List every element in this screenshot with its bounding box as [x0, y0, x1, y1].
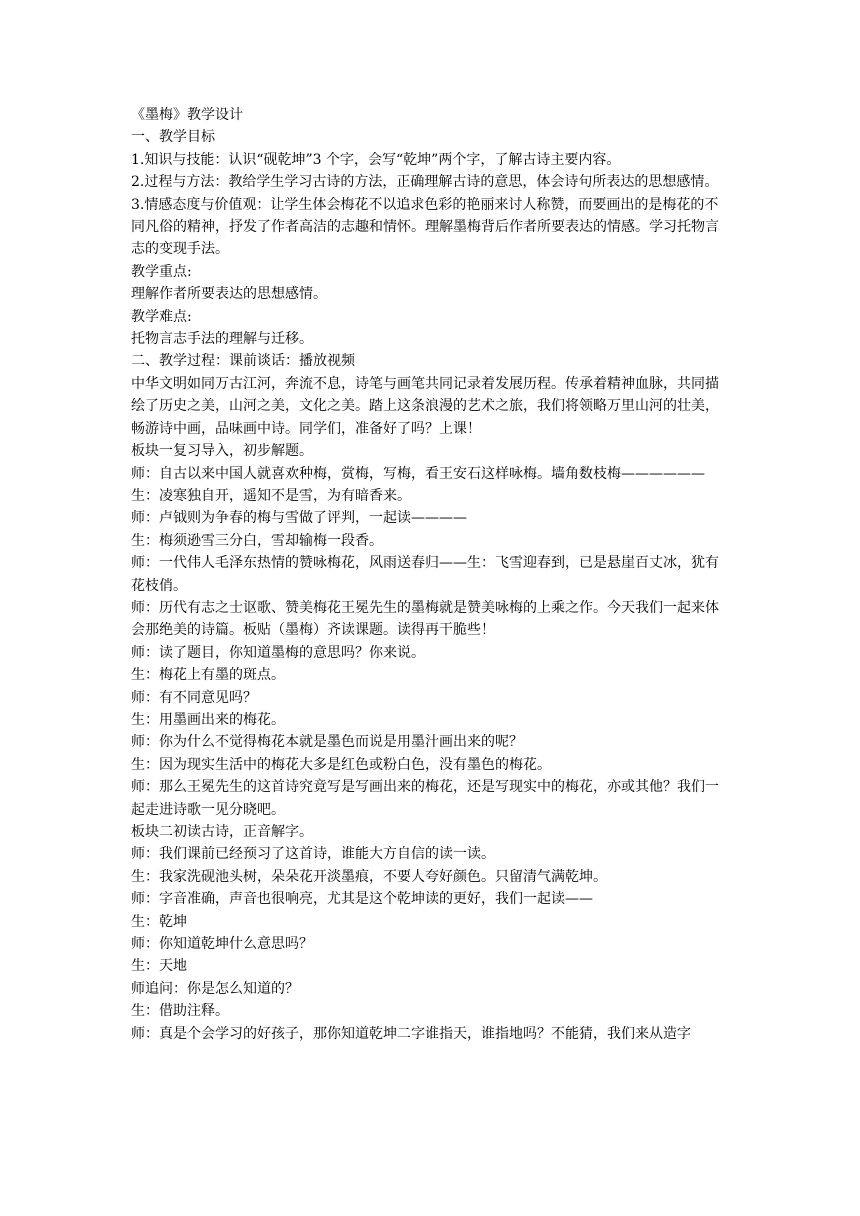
paragraph: 师：字音准确，声音也很响亮，尤其是这个乾坤读的更好，我们一起读—— — [131, 891, 593, 908]
document-title: 《墨梅》教学设计 — [131, 107, 243, 123]
paragraph: 教学难点: — [131, 308, 192, 325]
paragraph: 师：一代伟人毛泽东热情的赞咏梅花，风雨送春归——生：飞雪迎春到，已是悬崖百丈冰，犹有花枝俏。 — [131, 555, 719, 594]
paragraph: 师追问：你是怎么知道的？ — [131, 980, 299, 997]
paragraph: 板块二初读古诗，正音解字。 — [131, 824, 313, 840]
document-body — [131, 104, 731, 1045]
paragraph: 师：历代有志之士讴歌、赞美梅花王冕先生的墨梅就是赞美咏梅的上乘之作。今天我们一起来体会那绝美的诗篇。板贴（墨梅）齐读课题。读得再干脆些！ — [131, 599, 719, 639]
paragraph: 中华文明如同万古江河，奔流不息，诗笔与画笔共同记录着发展历程。传承着精神血脉，共同描绘了历史之美，山河之美，文化之美。踏上这条浪漫的艺术之旅，我们将领略万里山河的壮美，畅游诗中画，品味画中诗。同学们，准备好了吗？上课！ — [131, 375, 719, 437]
paragraph: 生：借助注释。 — [131, 1003, 229, 1020]
paragraph: 教学重点: — [131, 263, 192, 280]
paragraph: 1.知识与技能：认识“砚乾坤”3 个字，会写“乾坤”两个字，了解古诗主要内容。 — [131, 151, 621, 168]
paragraph: 师：那么王冕先生的这首诗究竟写是写画出来的梅花，还是写现实中的梅花，亦或其他？我们一起走进诗歌一见分晓吧。 — [131, 779, 719, 818]
paragraph: 师：你知道乾坤什么意思吗？ — [131, 936, 313, 953]
paragraph: 师：真是个会学习的好孩子，那你知道乾坤二字谁指天，谁指地吗？不能猜，我们来从造字 — [131, 1025, 691, 1042]
paragraph: 生：梅须逊雪三分白，雪却输梅一段香。 — [131, 532, 383, 549]
paragraph: 师：有不同意见吗？ — [131, 689, 257, 706]
paragraph: 生：我家洗砚池头树，朵朵花开淡墨痕，不要人夸好颜色。只留清气满乾坤。 — [131, 868, 607, 885]
paragraph: 生：天地 — [131, 958, 187, 975]
paragraph: 生：乾坤 — [131, 913, 187, 930]
paragraph: 生：因为现实生活中的梅花大多是红色或粉白色，没有墨色的梅花。 — [131, 756, 551, 773]
paragraph: 生：凌寒独自开，遥知不是雪，为有暗香来。 — [131, 487, 411, 504]
paragraph: 板块一复习导入，初步解题。 — [131, 443, 313, 460]
paragraph: 托物言志手法的理解与迁移。 — [131, 331, 313, 348]
paragraph: 师：自古以来中国人就喜欢种梅，赏梅，写梅，看王安石这样咏梅。墙角数枝梅—————— — [131, 465, 705, 482]
paragraph: 2.过程与方法：教给学生学习古诗的方法，正确理解古诗的意思，体会诗句所表达的思想感情。 — [131, 174, 719, 191]
paragraph: 师：读了题目，你知道墨梅的意思吗？你来说。 — [131, 644, 425, 661]
paragraph: 3.情感态度与价值观：让学生体会梅花不以追求色彩的艳丽来讨人称赞，而要画出的是梅花的不同凡俗的精神，抒发了作者高洁的志趣和情怀。理解墨梅背后作者所要表达的情感。学习托物言志的变现手法。 — [131, 196, 719, 258]
paragraph: 师：你为什么不觉得梅花本就是墨色而说是用墨汁画出来的呢？ — [131, 734, 523, 751]
paragraph: 一、教学目标 — [131, 129, 215, 146]
paragraph: 师：卢钺则为争春的梅与雪做了评判，一起读———— — [131, 510, 467, 527]
paragraph: 生：用墨画出来的梅花。 — [131, 711, 285, 728]
paragraph: 师：我们课前已经预习了这首诗，谁能大方自信的读一读。 — [131, 846, 495, 863]
paragraph: 理解作者所要表达的思想感情。 — [131, 286, 327, 303]
paragraph: 二、教学过程：课前谈话：播放视频 — [131, 353, 355, 370]
paragraph: 生：梅花上有墨的斑点。 — [131, 667, 285, 684]
